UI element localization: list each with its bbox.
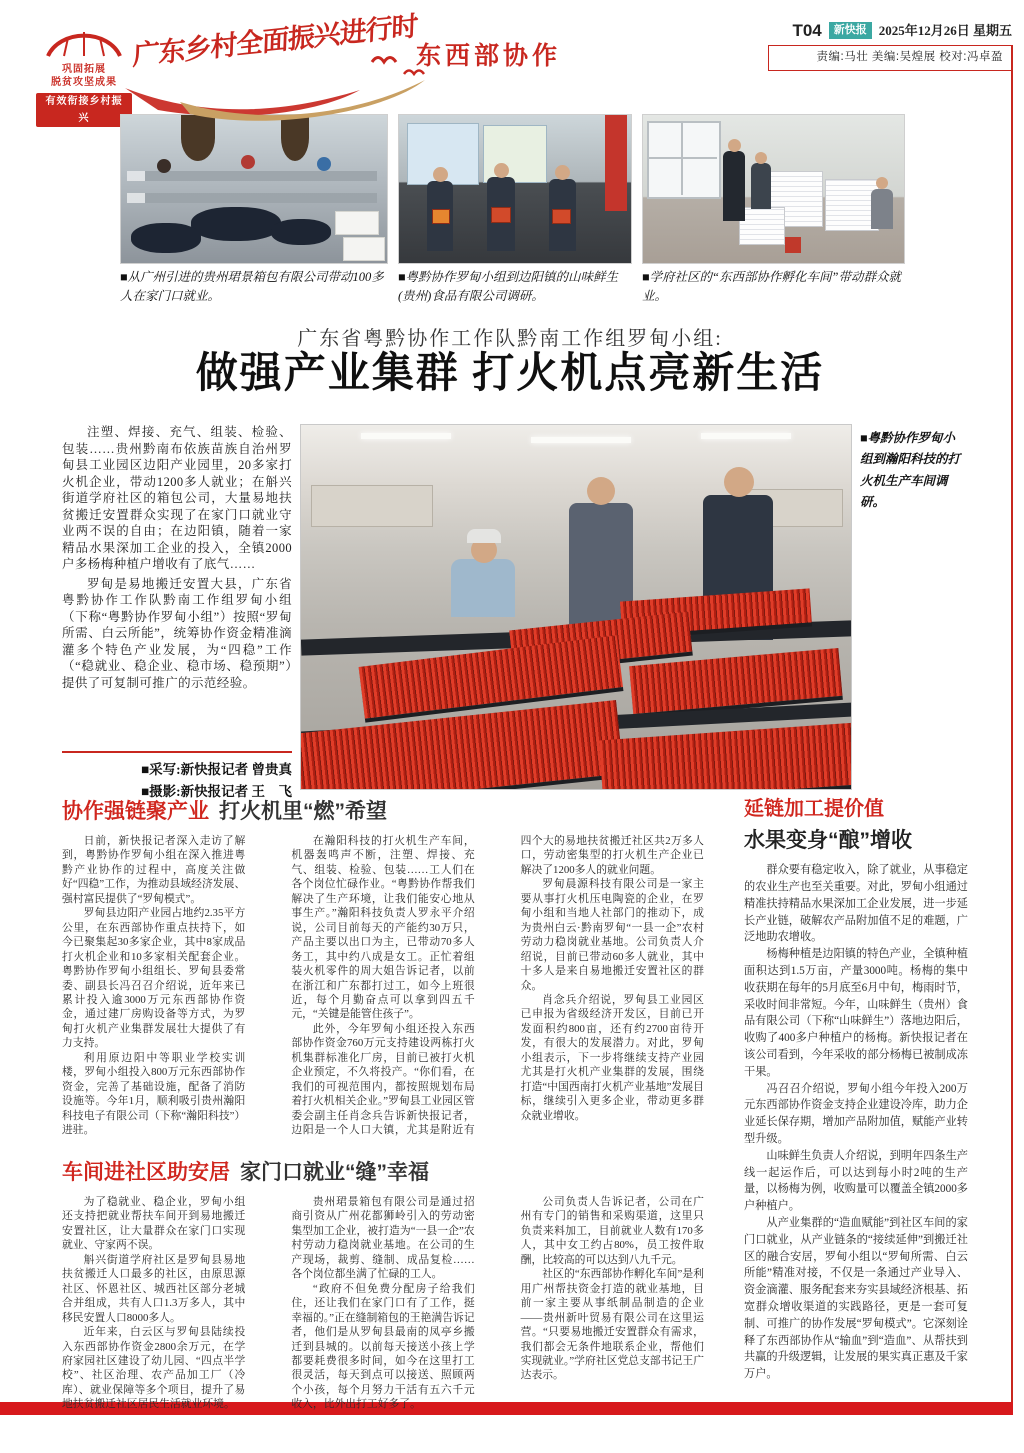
sidebar-text	[744, 862, 968, 1383]
body-paragraph: 罗甸晨源科技有限公司是一家主要从事打火机压电陶瓷的企业，在罗甸小组和当地人社部门的推动下，成为贵州白云·黔南罗甸“一县一企”农村劳动力稳岗就业基地。公司负责人介绍说，目前已带动60多人就业，其中十多人是来自易地搬迁安置社区的群众。	[520, 878, 704, 992]
body-paragraph: 斛兴街道学府社区是罗甸县易地扶贫搬迁人口最多的社区，由原思源社区、怀恩社区、城西社区部分老城合并组成，共有人口1.3万多人，其中移民安置人口8000多人。	[62, 1253, 246, 1324]
date-line: 2025年12月26日 星期五	[878, 23, 1012, 38]
page-number: T04	[792, 21, 822, 40]
byline-divider	[62, 751, 292, 753]
body-paragraph: 此外，今年罗甸小组还投入东西部协作资金760万元支持建设两栋打火机集群标准化厂房，目前已被打火机企业预定，不久将投产。“你们看，在我们的可视范围内，都按照规划布局着打火机相关企业。”罗甸县工业园区管委会副主任肖念兵告诉新快报记者，边阳是一个人口大镇，尤其是附近有四个大的易地扶贫搬迁社区共2万多人口，劳动密集型的打火机生产企业已解决了1200多人的就业问题。	[291, 835, 704, 1137]
headline-kicker: 广东省粤黔协作工作队黔南工作组罗甸小组:	[297, 328, 723, 350]
photo-figure-food-company	[398, 114, 632, 306]
body-paragraph: 肖念兵介绍说，罗甸县工业园区已申报为省级经济开发区，目前已开发面积约800亩，还有约2700亩待开发，有很大的发展潜力。对此，罗甸小组表示，下一步将继续支持产业园尤其是打火机产业集群的发展，围绕打造“中国西南打火机产业基地”发展目标，继续引入更多企业，带动更多群众就业增收。	[520, 993, 704, 1122]
photo-caption: ■粤黔协作罗甸小组到边阳镇的山味鲜生(贵州)食品有限公司调研。	[398, 270, 619, 303]
body-paragraph: 近年来，白云区与罗甸县陆续投入东西部协作资金2800余万元，在学府家园社区建设了幼儿园、“四点半学校”、社区治理、农产品加工厂（冷库）、就业保障等多个项目，提升了易地扶贫搬迁社区居民生活就业环境。	[62, 1326, 246, 1411]
photo-figure-bag-factory	[120, 114, 388, 306]
section-industry-head-black: 打火机里“燃”希望	[219, 800, 387, 823]
body-paragraph: 为了稳就业、稳企业，罗甸小组还支持把就业帮扶车间开到易地搬迁安置社区，让大量群众在家门口实现就业、守家两不误。	[62, 1196, 246, 1252]
sidebar-head-red: 延链加工提价值	[744, 798, 884, 820]
body-paragraph: 公司负责人告诉记者，公司在广州有专门的销售和采购渠道，这里只负责来料加工，目前就业人数有170多人，其中女工约占80%，员工按件取酬，比较高的可以达到八九千元。	[520, 1196, 704, 1266]
page-info	[792, 22, 1012, 39]
body-paragraph: 社区的“东西部协作孵化车间”是利用广州帮扶资金打造的就业基地，目前一家主要从事纸制品制造的企业——贵州新叶贸易有限公司在这里运营。“只要易地搬迁安置群众有需求，我们都会无条件地联系企业，帮他们实现就业。”学府社区党总支部书记王广达表示。	[520, 1268, 704, 1382]
emblem-slogan-line1: 巩固拓展	[62, 64, 106, 75]
arch-bridge-icon	[36, 24, 132, 58]
body-paragraph: 贵州珺景箱包有限公司是通过招商引资从广州花都狮岭引入的劳动密集型加工企业，被打造为“一县一企”农村劳动力稳岗就业基地。在公司的生产现场，裁剪、缝制、成品复检……各个岗位都坐满了忙碌的工人。	[291, 1196, 475, 1281]
photo-caption: ■从广州引进的贵州珺景箱包有限公司带动100多人在家门口就业。	[120, 270, 384, 303]
body-paragraph: 日前，新快报记者深入走访了解到，粤黔协作罗甸小组在深入推进粤黔产业协作的过程中，高度关注做好“四稳”工作，为推动县域经济发展、强村富民提供了“罗甸模式”。	[62, 835, 246, 905]
byline-writer: ■采写:新快报记者 曾贵真	[140, 762, 292, 777]
lead-text-column	[62, 424, 292, 694]
body-paragraph: “政府不但免费分配房子给我们住，还让我们在家门口有了工作，挺幸福的。”正在缝制箱包的王艳满告诉记者，他们是从罗甸县最南的凤亭乡搬迁到县城的。以前每天接送小孩上学都要耗费很多时间，如今在这里打工很灵活，每天到点可以接送、照顾两个小孩，每个月努力干活有五六千元收入，比外出打工好多了。	[291, 1282, 475, 1411]
body-paragraph: 在瀚阳科技的打火机生产车间，机器轰鸣声不断，注塑、焊接、充气、组装、检验、包装……工人们在各个岗位忙碌作业。“粤黔协作帮我们解决了生产环境，让我们能安心地从事生产。”瀚阳科技负责人罗永平介绍说，公司目前每天的产能约30万只，产品主要以出口为主，已带动70多人务工，其中约八成是女工。正忙着组装火机零件的周大姐告诉记者，以前在浙江和广东都打过工，如今上班很近，每个月勤奋点可以拿到四五千元，“关键是能管住孩子”。	[291, 835, 475, 1021]
section-industry-columns	[62, 834, 704, 1154]
editors-box	[768, 45, 1012, 71]
section-community-head-black: 家门口就业“缝”幸福	[240, 1161, 429, 1184]
body-paragraph: 群众要有稳定收入，除了就业，从事稳定的农业生产也至关重要。对此，罗甸小组通过精准扶持精品水果深加工企业发展，进一步延长产业链，破解农产品附加值不足的难题，广泛地助农增收。	[744, 864, 968, 944]
photo-caption: ■学府社区的“东西部协作孵化车间”带动群众就业。	[642, 270, 901, 303]
editors-line: 责编:马壮 美编:吴煌展 校对:冯卓盈	[816, 51, 1003, 64]
section-community-columns	[62, 1195, 704, 1413]
body-paragraph: 冯召召介绍说，罗甸小组今年投入200万元东西部协作资金支持企业建设冷库，助力企业延长保存期，增加产品附加值，赋能产业转型升级。	[744, 1082, 968, 1145]
emblem-slogan-line2: 脱贫攻坚成果	[51, 77, 117, 88]
photo-incubator-workshop	[642, 114, 905, 264]
section-community-head-red: 车间进社区助安居	[62, 1161, 230, 1184]
photo-sewing-workshop	[120, 114, 388, 264]
photo-lighter-factory	[300, 424, 852, 790]
body-paragraph: 罗甸县边阳产业园占地约2.35平方公里，在东西部协作重点扶持下，如今已聚集起30多家企业，其中8家成品打火机企业和10多家相关配套企业。粤黔协作罗甸小组组长、罗甸县委常委、副县长冯召召介绍说，近年来已累计投入逾3000万元东西部协作资金，通过建厂房购设备等方式，为罗甸打火机产业集群发展壮大提供了有力支持。	[62, 907, 246, 1050]
main-photo-caption: ■粤黔协作罗甸小组到瀚阳科技的打火机生产车间调研。	[860, 431, 961, 509]
emblem-badge: 有效衔接乡村振兴	[36, 93, 132, 127]
section-industry-head-red: 协作强链聚产业	[62, 800, 209, 823]
body-paragraph: 从产业集群的“造血赋能”到社区车间的家门口就业，从产业链条的“接续延伸”到搬迁社区的融合安居，罗甸小组以“罗甸所需、白云所能”精准对接，不仅是一条通过产业导入、资金滴灌、服务配套来夯实县域经济根基、拓宽群众增收渠道的实践路径，更是一套可复制、可推广的协作发展“罗甸模式”。它深刻诠释了东西部协作从“输血”到“造血”、从帮扶到共赢的升级逻辑，让发展的果实真正惠及千家万户。	[744, 1216, 968, 1381]
lead-paragraph: 罗甸是易地搬迁安置大县，广东省粤黔协作工作队黔南工作组罗甸小组（下称“粤黔协作罗甸小组”）按照“罗甸所需、白云所能”，统筹协作资金精准滴灌多个特色产业发展，为“四稳”工作（“稳就业、稳企业、稳市场、稳预期”）提供了可复制可推广的示范经验。	[62, 576, 292, 690]
photo-figure-incubator	[642, 114, 905, 306]
brand-badge: 新快报	[829, 22, 872, 39]
lead-paragraph: 注塑、焊接、充气、组装、检验、包装……贵州黔南布依族苗族自治州罗甸县工业园区边阳产业园里，20多家打火机企业，带动1200多人就业；在斛兴街道学府社区的箱包公司，大量易地扶贫搬迁安置群众实现了在家门口就业守业两不误的自由；在边阳镇，随着一家精品水果深加工企业的投入，全镇2000户多杨梅种植户增收有了底气……	[62, 425, 292, 571]
worker-figure	[451, 559, 515, 617]
headline-title: 做强产业集群 打火机点亮新生活	[195, 351, 825, 397]
byline-photographer: ■摄影:新快报记者 王 飞	[140, 784, 292, 800]
right-red-rule	[1011, 45, 1013, 1403]
campaign-calligraphy: 广东乡村全面振兴进行时	[132, 10, 418, 71]
photo-group-with-products	[398, 114, 632, 264]
body-paragraph: 山味鲜生负责人介绍说，到明年四条生产线一起运作后，可以达到每小时2吨的生产量，以杨梅为例，收购量可以覆盖全镇2000多户种植户。	[744, 1149, 968, 1213]
section-community	[62, 1156, 704, 1413]
section-industry	[62, 795, 704, 1154]
body-paragraph: 杨梅种植是边阳镇的特色产业，全镇种植面积达到1.5万亩，产量3000吨。杨梅的集中收获期在每年的5月底至6月中旬，梅雨时节，采收时间非常短。今年，山味鲜生（贵州）食品有限公司（下称“山味鲜生”）落地边阳后，收购了400多户种植户的杨梅。新快报记者在该公司看到，今年采收的部分杨梅已被制成冻干果。	[744, 948, 968, 1078]
poverty-alleviation-emblem	[36, 24, 132, 122]
body-paragraph: 利用原边阳中等职业学校实训楼，罗甸小组投入800万元东西部协作资金，完善了基础设施，配备了消防设施等。今年1月，顺利吸引贵州瀚阳科技电子有限公司（下称“瀚阳科技”）进驻。	[62, 1051, 246, 1137]
sidebar-fruit-section	[744, 797, 968, 1399]
section-title: 东西部协作	[416, 43, 562, 70]
sidebar-subhead: 水果变身“酿”增收	[744, 829, 912, 852]
